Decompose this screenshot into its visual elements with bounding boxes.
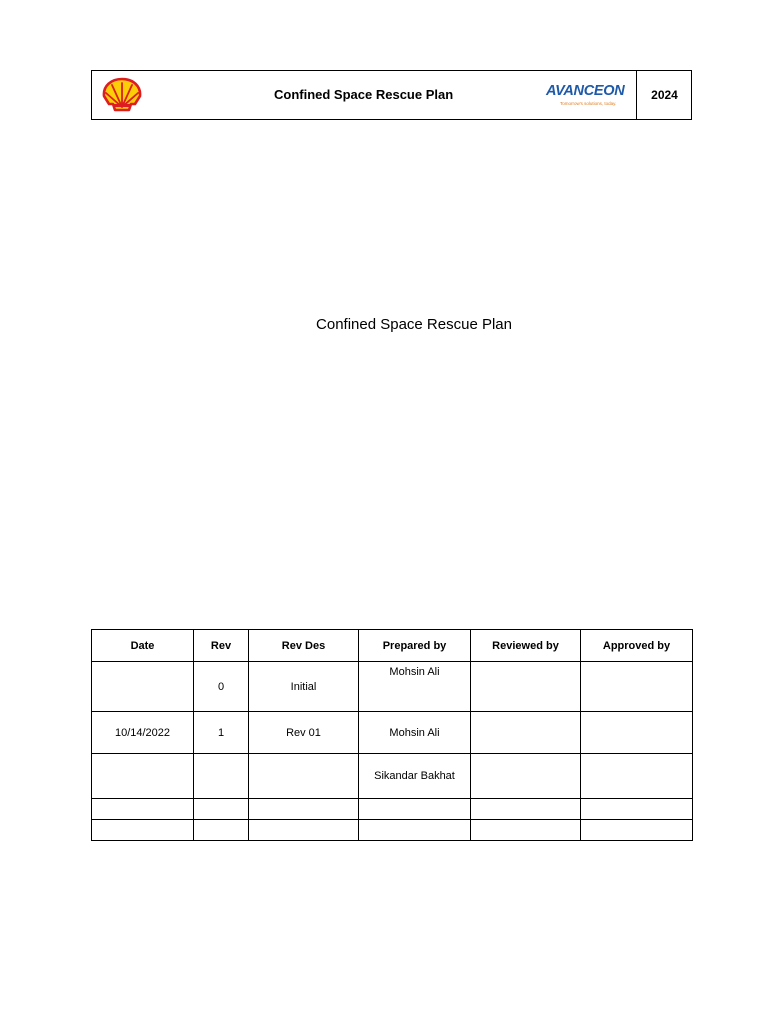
cell-date xyxy=(92,754,194,799)
avanceon-logo xyxy=(544,83,624,109)
cell-reviewed-by xyxy=(471,662,581,712)
cell-rev xyxy=(194,754,249,799)
cell-rev: 1 xyxy=(194,712,249,754)
column-header-reviewed-by: Reviewed by xyxy=(471,630,581,662)
cell-prepared-by: Mohsin Ali xyxy=(359,712,471,754)
column-header-rev: Rev xyxy=(194,630,249,662)
cell-rev xyxy=(194,799,249,820)
avanceon-logo-tagline: Tomorrow's solutions, today. xyxy=(560,101,617,106)
column-header-approved-by: Approved by xyxy=(581,630,693,662)
header-title: Confined Space Rescue Plan xyxy=(274,87,454,102)
table-row xyxy=(92,712,693,754)
cell-date xyxy=(92,799,194,820)
cell-prepared-by: Mohsin Ali xyxy=(359,662,471,712)
column-header-rev-des: Rev Des xyxy=(249,630,359,662)
cell-approved-by xyxy=(581,712,693,754)
table-row xyxy=(92,662,693,712)
cell-prepared-by xyxy=(359,820,471,841)
avanceon-logo-name: AVANCEON xyxy=(546,83,625,99)
cell-reviewed-by xyxy=(471,820,581,841)
cell-date: 10/14/2022 xyxy=(92,712,194,754)
revision-table-header-row xyxy=(92,630,693,662)
cell-rev-des: Initial xyxy=(249,662,359,712)
table-row xyxy=(92,820,693,841)
revision-table xyxy=(91,629,693,841)
cell-approved-by xyxy=(581,662,693,712)
cell-approved-by xyxy=(581,754,693,799)
shell-logo-icon xyxy=(101,77,143,113)
table-row xyxy=(92,799,693,820)
cell-rev-des xyxy=(249,754,359,799)
cell-rev-des xyxy=(249,799,359,820)
cell-rev-des: Rev 01 xyxy=(249,712,359,754)
cell-rev xyxy=(194,820,249,841)
column-header-prepared-by: Prepared by xyxy=(359,630,471,662)
cell-date xyxy=(92,820,194,841)
header-year: 2024 xyxy=(636,71,692,119)
document-title: Confined Space Rescue Plan xyxy=(316,316,512,333)
column-header-date: Date xyxy=(92,630,194,662)
table-row xyxy=(92,754,693,799)
cell-reviewed-by xyxy=(471,754,581,799)
cell-reviewed-by xyxy=(471,799,581,820)
cell-rev: 0 xyxy=(194,662,249,712)
cell-approved-by xyxy=(581,799,693,820)
cell-prepared-by xyxy=(359,799,471,820)
cell-rev-des xyxy=(249,820,359,841)
cell-reviewed-by xyxy=(471,712,581,754)
cell-approved-by xyxy=(581,820,693,841)
cell-prepared-by: Sikandar Bakhat xyxy=(359,754,471,799)
document-header xyxy=(91,70,692,120)
cell-date xyxy=(92,662,194,712)
